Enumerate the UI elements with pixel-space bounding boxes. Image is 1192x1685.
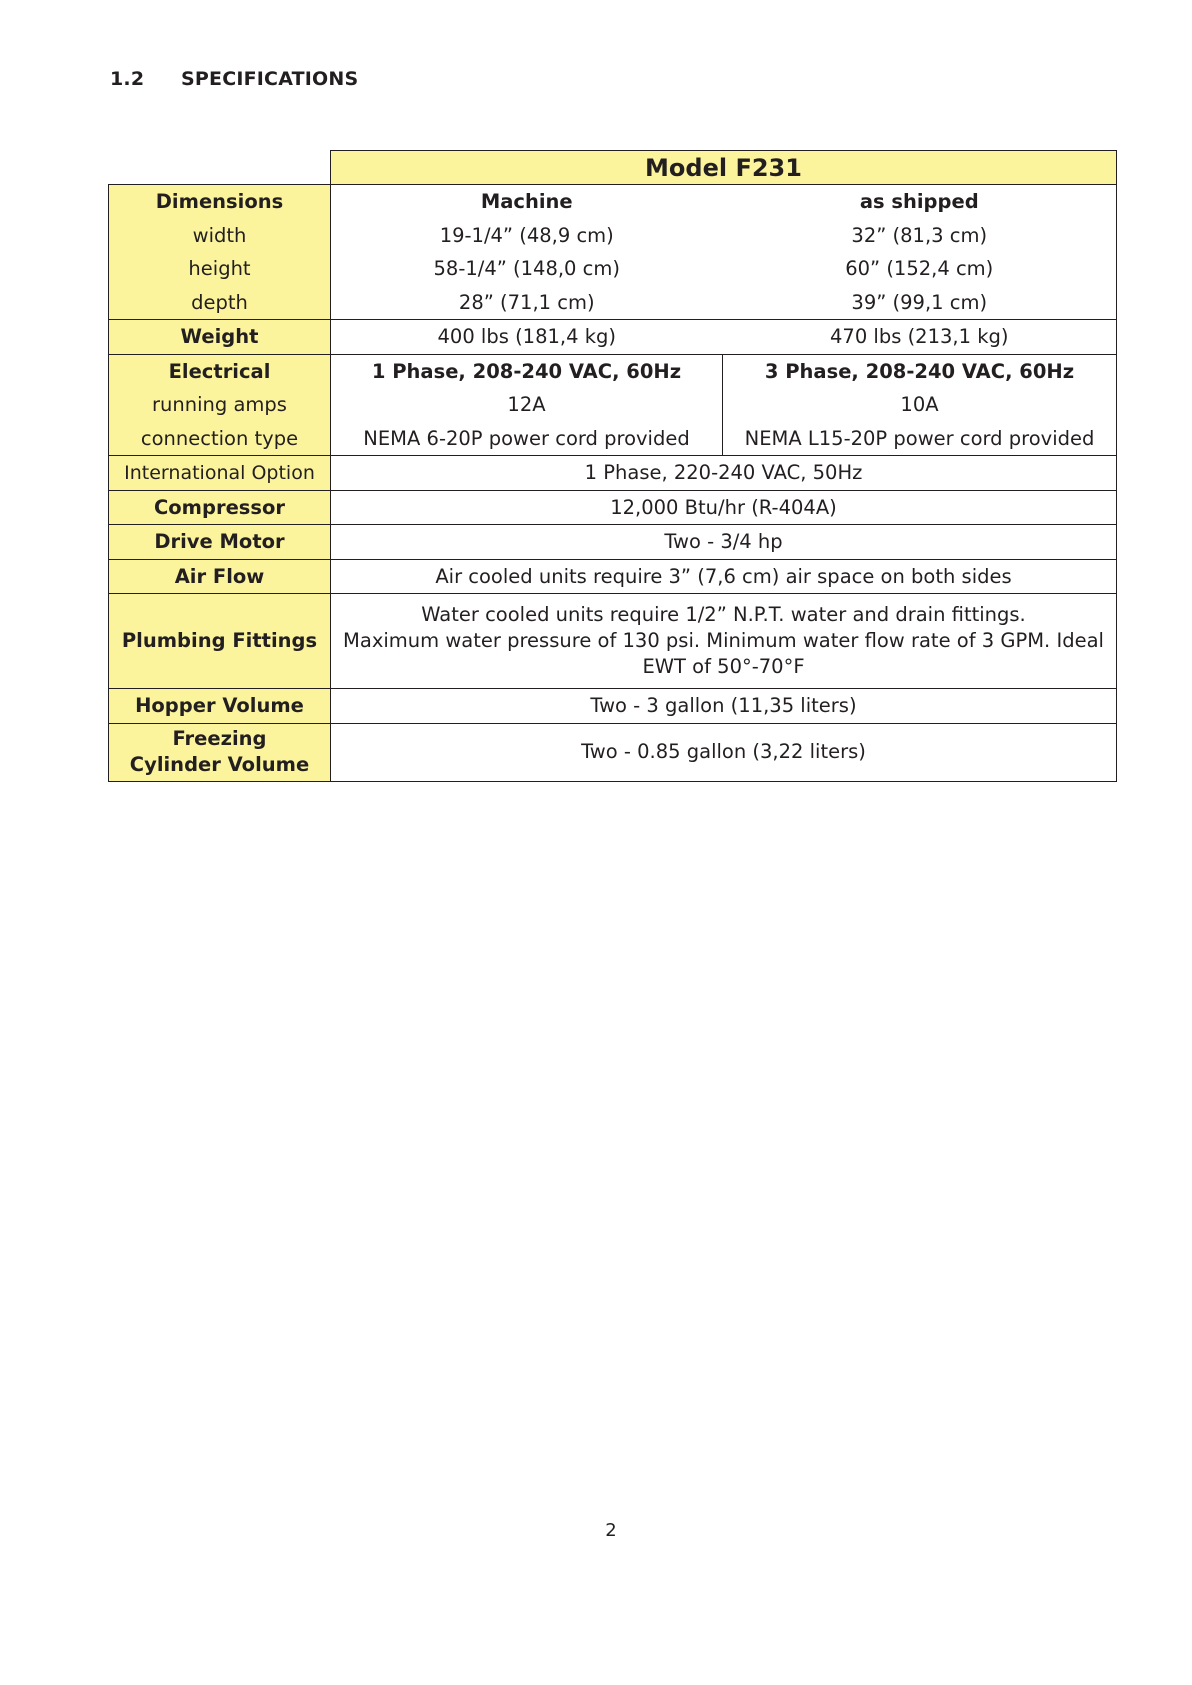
weight-shipped-value: 470 lbs (213,1 kg) — [723, 320, 1117, 355]
height-label: height — [109, 252, 331, 286]
depth-label: depth — [109, 286, 331, 320]
connection-type-three-phase-value: NEMA L15-20P power cord provided — [723, 422, 1117, 456]
connection-type-single-phase-value: NEMA 6-20P power cord provided — [331, 422, 723, 456]
electrical-three-phase-header: 3 Phase, 208-240 VAC, 60Hz — [723, 354, 1117, 388]
air-flow-label: Air Flow — [109, 559, 331, 594]
hopper-volume-label: Hopper Volume — [109, 689, 331, 724]
electrical-single-phase-header: 1 Phase, 208-240 VAC, 60Hz — [331, 354, 723, 388]
section-number: 1.2 — [110, 68, 145, 90]
compressor-label: Compressor — [109, 490, 331, 525]
running-amps-label: running amps — [109, 388, 331, 422]
height-shipped-value: 60” (152,4 cm) — [723, 252, 1117, 286]
weight-machine-value: 400 lbs (181,4 kg) — [331, 320, 723, 355]
plumbing-fittings-line-3: EWT of 50°-70°F — [642, 655, 805, 678]
drive-motor-label: Drive Motor — [109, 525, 331, 560]
running-amps-three-phase-value: 10A — [723, 388, 1117, 422]
dimensions-label: Dimensions — [109, 185, 331, 219]
page-number: 2 — [605, 1520, 617, 1541]
plumbing-fittings-value — [331, 594, 1117, 689]
depth-shipped-value: 39” (99,1 cm) — [723, 286, 1117, 320]
width-machine-value: 19-1/4” (48,9 cm) — [439, 223, 614, 247]
freezing-cylinder-volume-label: Freezing Cylinder Volume — [109, 723, 331, 781]
electrical-label: Electrical — [109, 354, 331, 388]
width-shipped-value: 32” (81,3 cm) — [723, 219, 1117, 253]
plumbing-fittings-label: Plumbing Fittings — [109, 594, 331, 689]
plumbing-fittings-line-2: Maximum water pressure of 130 psi. Minimum water flow rate of 3 GPM. Ideal — [343, 629, 1104, 652]
section-title: SPECIFICATIONS — [181, 68, 359, 90]
dimensions-as-shipped-header: as shipped — [723, 185, 1117, 219]
air-flow-value: Air cooled units require 3” (7,6 cm) air space on both sides — [331, 559, 1117, 594]
hopper-volume-value: Two - 3 gallon (11,35 liters) — [331, 689, 1117, 724]
running-amps-single-phase-value: 12A — [507, 393, 546, 417]
section-heading — [110, 68, 358, 90]
international-option-label: International Option — [109, 456, 331, 491]
compressor-value: 12,000 Btu/hr (R-404A) — [331, 490, 1117, 525]
drive-motor-value: Two - 3/4 hp — [331, 525, 1117, 560]
width-label: width — [109, 219, 331, 253]
connection-type-label: connection type — [109, 422, 331, 456]
height-machine-value: 58-1/4” (148,0 cm) — [433, 257, 620, 281]
specifications-table — [108, 150, 1117, 782]
dimensions-machine-header: Machine — [331, 185, 723, 219]
international-option-value: 1 Phase, 220-240 VAC, 50Hz — [331, 456, 1117, 491]
freezing-cylinder-volume-value: Two - 0.85 gallon (3,22 liters) — [331, 723, 1117, 781]
model-title: Model F231 — [331, 151, 1117, 185]
depth-machine-value: 28” (71,1 cm) — [331, 286, 723, 320]
blank-corner-cell — [109, 151, 331, 185]
weight-label: Weight — [109, 320, 331, 355]
plumbing-fittings-line-1: Water cooled units require 1/2” N.P.T. water and drain fittings. — [421, 603, 1026, 626]
